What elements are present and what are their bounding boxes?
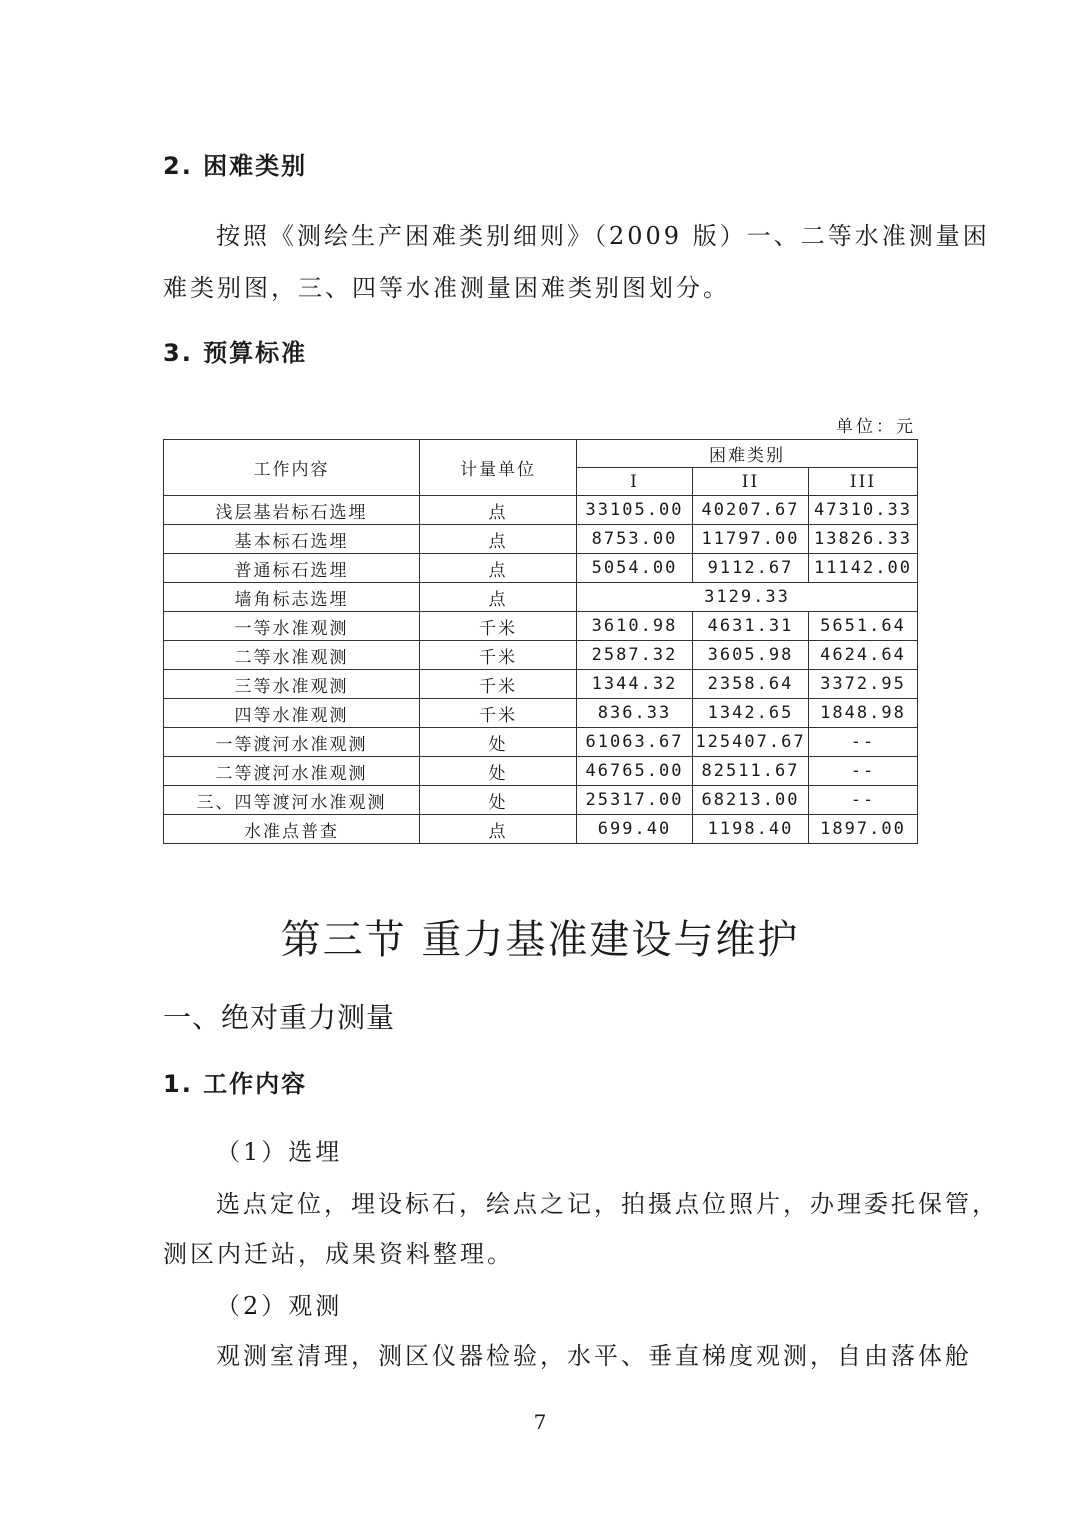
unit-cell: 千米 — [420, 699, 577, 728]
table-row — [164, 728, 918, 757]
table-row — [164, 525, 918, 554]
value-cell: 1198.40 — [693, 815, 809, 844]
value-cell: 1344.32 — [577, 670, 693, 699]
header-work: 工作内容 — [164, 440, 420, 496]
value-cell: 699.40 — [577, 815, 693, 844]
value-cell: 13826.33 — [809, 525, 918, 554]
value-cell: 1848.98 — [809, 699, 918, 728]
header-difficulty: 困难类别 — [577, 440, 918, 468]
heading-work-content: 1. 工作内容 — [163, 1070, 308, 1098]
value-cell: 1342.65 — [693, 699, 809, 728]
value-cell: 61063.67 — [577, 728, 693, 757]
header-class-3: III — [809, 468, 918, 496]
value-cell: 836.33 — [577, 699, 693, 728]
value-cell: 4624.64 — [809, 641, 918, 670]
table-row — [164, 583, 918, 612]
value-cell: 33105.00 — [577, 496, 693, 525]
unit-cell: 千米 — [420, 670, 577, 699]
item-heading: （1）选埋 — [216, 1138, 343, 1166]
value-cell: 11797.00 — [693, 525, 809, 554]
heading-absolute-gravity: 一、绝对重力测量 — [163, 1001, 396, 1034]
value-cell: 46765.00 — [577, 757, 693, 786]
work-cell: 一等水准观测 — [164, 612, 420, 641]
value-cell: 2358.64 — [693, 670, 809, 699]
value-cell: 3372.95 — [809, 670, 918, 699]
value-cell: 5651.64 — [809, 612, 918, 641]
table-row — [164, 641, 918, 670]
header-unit: 计量单位 — [420, 440, 577, 496]
work-cell: 四等水准观测 — [164, 699, 420, 728]
work-cell: 普通标石选埋 — [164, 554, 420, 583]
work-cell: 三、四等渡河水准观测 — [164, 786, 420, 815]
work-cell: 三等水准观测 — [164, 670, 420, 699]
table-row — [164, 612, 918, 641]
value-cell: -- — [809, 786, 918, 815]
value-cell: 3610.98 — [577, 612, 693, 641]
paragraph-line: 测区内迁站，成果资料整理。 — [163, 1240, 514, 1268]
heading-budget: 3. 预算标准 — [163, 339, 308, 367]
value-cell: 68213.00 — [693, 786, 809, 815]
value-cell: 8753.00 — [577, 525, 693, 554]
paragraph-line: 选点定位，埋设标石，绘点之记，拍摄点位照片，办理委托保管， — [216, 1190, 999, 1218]
table-row — [164, 757, 918, 786]
value-cell: 25317.00 — [577, 786, 693, 815]
section-title: 第三节 重力基准建设与维护 — [280, 917, 800, 963]
table-row — [164, 699, 918, 728]
merged-value-cell: 3129.33 — [577, 583, 918, 612]
value-cell: 1897.00 — [809, 815, 918, 844]
value-cell: 5054.00 — [577, 554, 693, 583]
work-cell: 二等水准观测 — [164, 641, 420, 670]
unit-cell: 千米 — [420, 612, 577, 641]
table-row — [164, 786, 918, 815]
table-row — [164, 670, 918, 699]
value-cell: 2587.32 — [577, 641, 693, 670]
paragraph-line: 观测室清理，测区仪器检验，水平、垂直梯度观测，自由落体舱 — [216, 1342, 972, 1370]
value-cell: 11142.00 — [809, 554, 918, 583]
value-cell: 3605.98 — [693, 641, 809, 670]
value-cell: 82511.67 — [693, 757, 809, 786]
value-cell: 40207.67 — [693, 496, 809, 525]
work-cell: 浅层基岩标石选埋 — [164, 496, 420, 525]
unit-cell: 千米 — [420, 641, 577, 670]
value-cell: 4631.31 — [693, 612, 809, 641]
header-class-1: I — [577, 468, 693, 496]
table-row — [164, 496, 918, 525]
unit-cell: 点 — [420, 815, 577, 844]
heading-difficulty: 2. 困难类别 — [163, 152, 308, 180]
value-cell: 9112.67 — [693, 554, 809, 583]
unit-cell: 点 — [420, 554, 577, 583]
unit-note: 单位：元 — [836, 417, 916, 437]
table-row — [164, 815, 918, 844]
item-heading: （2）观测 — [216, 1292, 343, 1320]
table-row — [164, 554, 918, 583]
value-cell: 47310.33 — [809, 496, 918, 525]
unit-cell: 点 — [420, 525, 577, 554]
value-cell: 125407.67 — [693, 728, 809, 757]
value-cell: -- — [809, 728, 918, 757]
work-cell: 水准点普查 — [164, 815, 420, 844]
unit-cell: 点 — [420, 496, 577, 525]
paragraph-line: 难类别图，三、四等水准测量困难类别图划分。 — [163, 274, 730, 302]
value-cell: -- — [809, 757, 918, 786]
work-cell: 墙角标志选埋 — [164, 583, 420, 612]
header-class-2: II — [693, 468, 809, 496]
page-number: 7 — [533, 1410, 547, 1434]
budget-table — [163, 439, 918, 844]
paragraph-line: 按照《测绘生产困难类别细则》（2009 版）一、二等水准测量困 — [216, 222, 990, 250]
unit-cell: 处 — [420, 757, 577, 786]
unit-cell: 处 — [420, 728, 577, 757]
work-cell: 基本标石选埋 — [164, 525, 420, 554]
unit-cell: 处 — [420, 786, 577, 815]
work-cell: 二等渡河水准观测 — [164, 757, 420, 786]
unit-cell: 点 — [420, 583, 577, 612]
work-cell: 一等渡河水准观测 — [164, 728, 420, 757]
